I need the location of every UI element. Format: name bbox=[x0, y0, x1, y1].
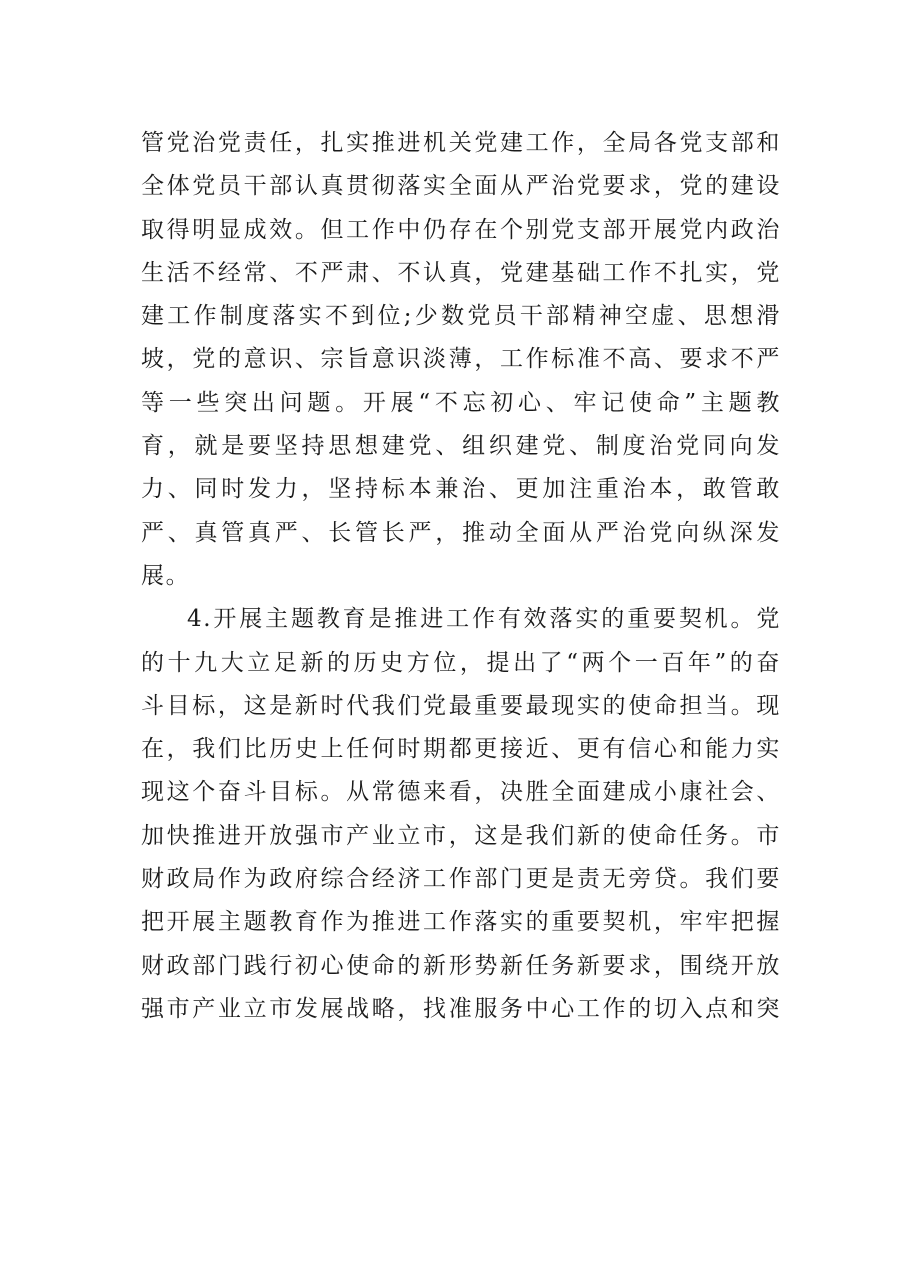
text-line: 严、真管真严、长管长严，推动全面从严治党向纵深发 bbox=[141, 519, 781, 546]
text-line: 全体党员干部认真贯彻落实全面从严治党要求，党的建设 bbox=[141, 173, 781, 200]
text-line: 强市产业立市发展战略，找准服务中心工作的切入点和突 bbox=[141, 995, 781, 1022]
text-line: 现这个奋斗目标。从常德来看，决胜全面建成小康社会、 bbox=[141, 779, 781, 806]
text-line: 斗目标，这是新时代我们党最重要最现实的使命担当。现 bbox=[141, 692, 781, 719]
text-line: 加快推进开放强市产业立市，这是我们新的使命任务。市 bbox=[141, 822, 781, 849]
text-line: 育，就是要坚持思想建党、组织建党、制度治党同向发 bbox=[141, 433, 781, 460]
document-body bbox=[141, 122, 781, 1031]
paragraph-4 bbox=[141, 598, 781, 1031]
text-line: 坡，党的意识、宗旨意识淡薄，工作标准不高、要求不严 bbox=[141, 346, 781, 373]
text-line: 的十九大立足新的历史方位，提出了“两个一百年”的奋 bbox=[141, 649, 781, 676]
text-line: 等一些突出问题。开展“不忘初心、牢记使命”主题教 bbox=[141, 389, 781, 416]
text-line: 展。 bbox=[141, 562, 191, 589]
paragraph-continuation bbox=[141, 122, 781, 598]
text-line: 建工作制度落实不到位;少数党员干部精神空虚、思想滑 bbox=[141, 303, 781, 330]
text-line: 生活不经常、不严肃、不认真，党建基础工作不扎实，党 bbox=[141, 259, 781, 286]
text-line: 财政部门践行初心使命的新形势新任务新要求，围绕开放 bbox=[141, 952, 781, 979]
text-line: 管党治党责任，扎实推进机关党建工作，全局各党支部和 bbox=[141, 130, 781, 156]
text-line: 把开展主题教育作为推进工作落实的重要契机，牢牢把握 bbox=[141, 909, 781, 936]
text-line: 力、同时发力，坚持标本兼治、更加注重治本，敢管敢 bbox=[141, 476, 781, 503]
text-line: 取得明显成效。但工作中仍存在个别党支部开展党内政治 bbox=[141, 216, 781, 243]
text-line: 财政局作为政府综合经济工作部门更是责无旁贷。我们要 bbox=[141, 866, 781, 893]
paragraph-first-line: 4.开展主题教育是推进工作有效落实的重要契机。党 bbox=[187, 606, 781, 633]
text-line: 在，我们比历史上任何时期都更接近、更有信心和能力实 bbox=[141, 736, 781, 763]
